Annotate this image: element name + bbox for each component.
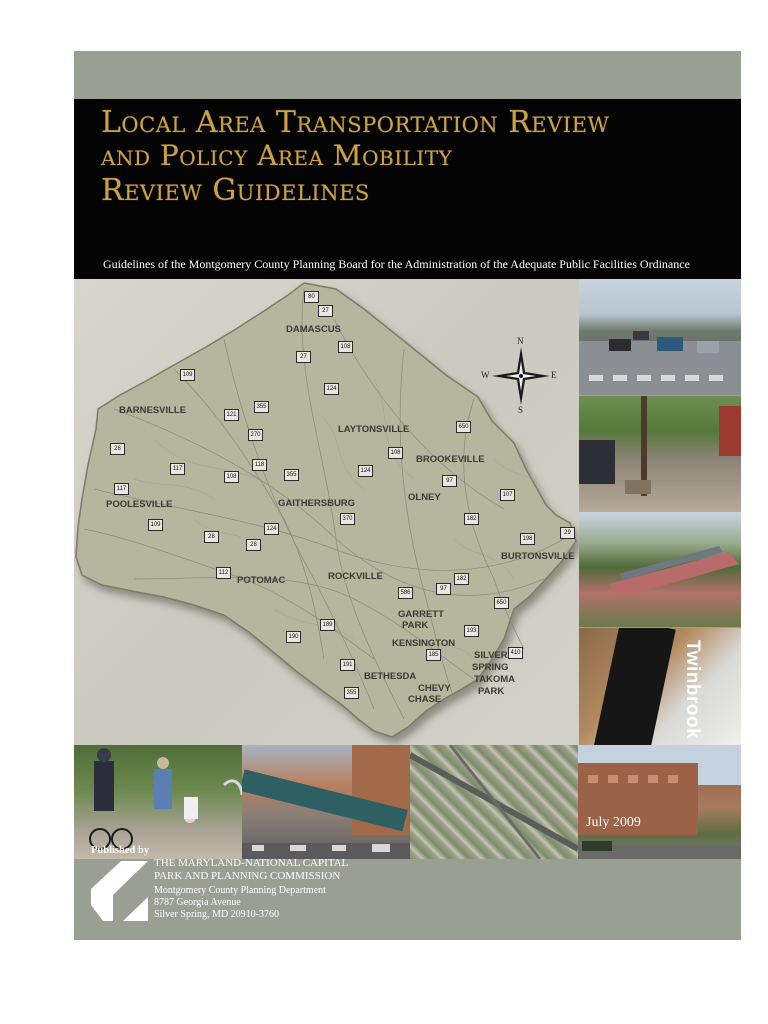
compass-rose [481,336,558,415]
route-shield: 80 [304,291,319,303]
place-label: CHASE [408,694,442,705]
place-label: DAMASCUS [286,324,341,335]
compass-west: W [481,370,490,380]
route-shield: 118 [252,459,267,471]
route-shield: 108 [388,447,403,459]
sign-panel [592,628,676,745]
route-shield: 124 [358,465,373,477]
route-shield: 108 [338,341,353,353]
route-shield: 121 [224,409,239,421]
place-label: POTOMAC [237,575,286,586]
route-shield: 190 [286,631,301,643]
place-label: LAYTONSVILLE [338,424,410,435]
route-shield: 182 [454,573,469,585]
published-by-label: Published by [91,845,150,856]
place-label: POOLESVILLE [106,499,173,510]
title-line-2: and Policy Area Mobility [101,139,453,172]
route-shield: 191 [340,659,355,671]
route-shield: 355 [254,401,269,413]
route-shield: 97 [436,583,451,595]
crosswalk-graphic [579,279,741,395]
place-label: GARRETT [398,609,444,620]
title-line-1: Local Area Transportation Review [101,105,610,140]
route-shield: 27 [318,305,333,317]
route-shield: 108 [224,471,239,483]
route-shield: 109 [148,519,163,531]
photo-transit-station [579,512,741,627]
sign-text: Twinbrook [682,640,703,740]
publisher-city: Silver Spring, MD 20910-3760 [154,909,279,920]
route-shield: 28 [204,531,219,543]
route-shield: 112 [216,567,231,579]
route-shield: 124 [264,523,279,535]
place-label: BARNESVILLE [119,405,187,416]
route-shield: 182 [464,513,479,525]
compass-east: E [551,370,557,380]
place-label: BURTONSVILLE [501,551,575,562]
place-label: SILVER [474,650,508,661]
route-shield: 270 [248,429,263,441]
route-shield: 28 [110,443,125,455]
route-shield: 650 [456,421,471,433]
photo-cyclists [74,745,242,859]
aerial-graphic [410,745,578,859]
report-cover [74,51,741,940]
publisher-name-line2: PARK AND PLANNING COMMISSION [154,870,341,882]
place-label: OLNEY [408,492,441,503]
place-label: GAITHERSBURG [278,498,356,509]
route-shield: 185 [426,649,441,661]
photo-twinbrook-sign [579,628,741,745]
place-label: BROOKEVILLE [416,454,485,465]
photo-town-center [578,745,741,859]
sidewalk-graphic [579,396,741,512]
route-shield: 650 [494,597,509,609]
title-line-3: Review Guidelines [101,173,370,208]
route-shield: 29 [560,527,575,539]
publisher-name-line1: THE MARYLAND-NATIONAL CAPITAL [154,857,349,869]
place-label: TAKOMA [474,674,515,685]
mncppc-logo-icon [91,861,148,921]
county-map [74,279,579,745]
place-label: KENSINGTON [392,638,456,649]
place-label: ROCKVILLE [328,571,383,582]
compass-north: N [517,336,524,346]
compass-south: S [518,405,524,415]
route-shield: 189 [320,619,335,631]
photo-aerial-view [410,745,578,859]
publication-date: July 2009 [586,815,641,830]
route-shield: 355 [344,687,359,699]
place-label: CHEVY [418,683,451,694]
route-shield: 117 [114,483,129,495]
route-shield: 28 [246,539,261,551]
route-shield: 97 [442,475,457,487]
photo-pedestrian-bridge [242,745,410,859]
route-shield: 109 [180,369,195,381]
photo-sidewalk [579,396,741,512]
place-label: PARK [478,686,505,697]
title-band [74,99,741,279]
subtitle: Guidelines of the Montgomery County Planning Board for the Administration of the Adequate Public Facilities Ordinance [103,257,690,271]
route-shield: 410 [508,647,523,659]
route-shield: 370 [340,513,355,525]
route-shield: 355 [284,469,299,481]
place-label: PARK [402,620,429,631]
publisher-street: 8787 Georgia Avenue [154,897,241,908]
photo-city-traffic [579,279,741,395]
route-shield: 27 [296,351,311,363]
town-graphic [578,745,741,859]
compass-star-icon [484,339,558,413]
cyclists-graphic [74,745,242,859]
route-shield: 107 [500,489,515,501]
place-label: SPRING [472,662,509,673]
route-shield: 586 [398,587,413,599]
publisher-department: Montgomery County Planning Department [154,885,326,896]
route-shield: 124 [324,383,339,395]
route-shield: 193 [464,625,479,637]
route-shield: 117 [170,463,185,475]
route-shield: 198 [520,533,535,545]
place-label: BETHESDA [364,671,417,682]
station-graphic [579,512,741,627]
